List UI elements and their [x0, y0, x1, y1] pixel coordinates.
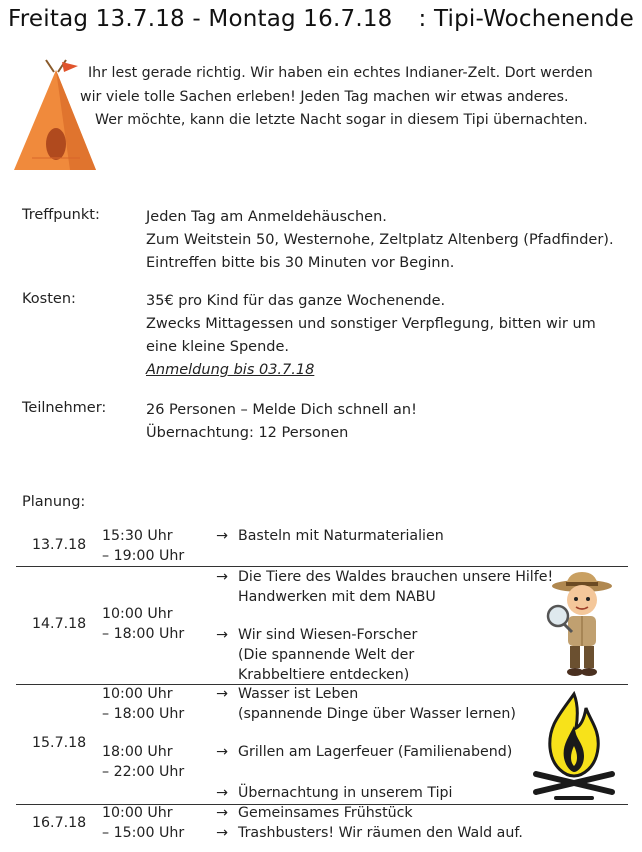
day-times [102, 803, 184, 843]
time-line: 10:00 Uhr [102, 686, 173, 702]
arrow-icon: → [216, 528, 228, 544]
activity: Handwerken mit dem NABU [238, 589, 436, 605]
title-dates: Freitag 13.7.18 - Montag 16.7.18 [8, 6, 393, 32]
kosten-value [146, 290, 596, 382]
day-times [102, 526, 184, 566]
day-times [102, 742, 184, 782]
title-event: : Tipi-Wochenende [418, 6, 634, 32]
kosten-label: Kosten: [22, 291, 76, 307]
time-line: – 18:00 Uhr [102, 626, 185, 642]
intro-line-1: Ihr lest gerade richtig. Wir haben ein echtes Indianer-Zelt. Dort werden [88, 65, 593, 81]
activity: Die Tiere des Waldes brauchen unsere Hilfe! [238, 569, 554, 585]
day-activities [216, 625, 417, 685]
activity: Übernachtung in unserem Tipi [238, 785, 453, 801]
day-date: 14.7.18 [32, 616, 87, 632]
treffpunkt-line: Zum Weitstein 50, Westernohe, Zeltplatz Altenberg (Pfadfinder). [146, 232, 614, 248]
day-activities [216, 684, 516, 724]
teilnehmer-value [146, 399, 417, 445]
arrow-icon: → [216, 805, 228, 821]
time-line: – 18:00 Uhr [102, 706, 185, 722]
activity: Gemeinsames Frühstück [238, 805, 413, 821]
kosten-line: Zwecks Mittagessen und sonstiger Verpflegung, bitten wir um [146, 316, 596, 332]
day-activities [216, 526, 444, 546]
page-title [0, 6, 642, 32]
day-date: 16.7.18 [32, 815, 87, 831]
treffpunkt-line: Jeden Tag am Anmeldehäuschen. [146, 209, 387, 225]
time-line: – 19:00 Uhr [102, 548, 185, 564]
arrow-icon: → [216, 686, 228, 702]
teilnehmer-label: Teilnehmer: [22, 400, 107, 416]
activity: Wir sind Wiesen-Forscher [238, 627, 418, 643]
campfire-icon [530, 690, 618, 802]
intro-line-3: Wer möchte, kann die letzte Nacht sogar in diesem Tipi übernachten. [95, 112, 588, 128]
activity: (spannende Dinge über Wasser lernen) [238, 706, 516, 722]
treffpunkt-line: Eintreffen bitte bis 30 Minuten vor Beginn. [146, 255, 455, 271]
activity: Krabbeltiere entdecken) [238, 667, 410, 683]
activity: Grillen am Lagerfeuer (Familienabend) [238, 744, 513, 760]
day-activities [216, 742, 512, 762]
kosten-line: eine kleine Spende. [146, 339, 290, 355]
intro-line-2: wir viele tolle Sachen erleben! Jeden Tag machen wir etwas anderes. [80, 89, 569, 105]
kosten-line: 35€ pro Kind für das ganze Wochenende. [146, 293, 446, 309]
day-activities [216, 567, 553, 607]
time-line: 10:00 Uhr [102, 805, 173, 821]
treffpunkt-label: Treffpunkt: [22, 207, 100, 223]
arrow-icon: → [216, 785, 228, 801]
teilnehmer-line: 26 Personen – Melde Dich schnell an! [146, 402, 417, 418]
time-line: 18:00 Uhr [102, 744, 173, 760]
day-date: 13.7.18 [32, 537, 87, 553]
time-line: – 22:00 Uhr [102, 764, 185, 780]
arrow-icon: → [216, 744, 228, 760]
explorer-kid-icon [546, 570, 618, 682]
day-activities [216, 783, 453, 803]
time-line: – 15:00 Uhr [102, 825, 185, 841]
anmeldung-deadline: Anmeldung bis 03.7.18 [146, 362, 315, 378]
teilnehmer-line: Übernachtung: 12 Personen [146, 425, 349, 441]
planung-heading: Planung: [22, 494, 86, 510]
activity: (Die spannende Welt der [238, 647, 415, 663]
arrow-icon: → [216, 825, 228, 841]
arrow-icon: → [216, 569, 228, 585]
day-times [102, 604, 184, 644]
activity: Basteln mit Naturmaterialien [238, 528, 444, 544]
activity: Wasser ist Leben [238, 686, 359, 702]
day-date: 15.7.18 [32, 735, 87, 751]
arrow-icon: → [216, 627, 228, 643]
time-line: 15:30 Uhr [102, 528, 173, 544]
treffpunkt-value [146, 206, 614, 275]
time-line: 10:00 Uhr [102, 606, 173, 622]
activity: Trashbusters! Wir räumen den Wald auf. [238, 825, 523, 841]
day-times [102, 684, 184, 724]
day-activities [216, 803, 523, 843]
